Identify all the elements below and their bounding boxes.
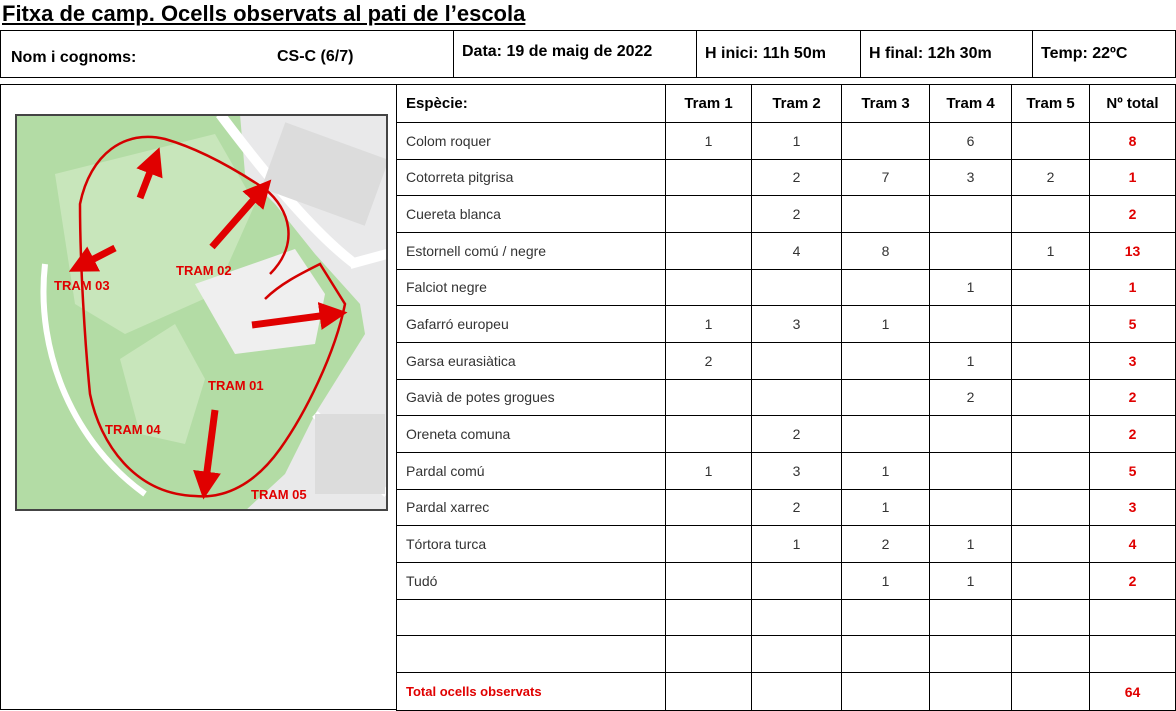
total-count-cell: 4 xyxy=(1090,526,1176,563)
tram-5-count-cell[interactable] xyxy=(1012,452,1090,489)
species-cell[interactable]: Cuereta blanca xyxy=(397,196,666,233)
grand-total-empty-cell xyxy=(930,673,1012,711)
tram-5-count-cell[interactable] xyxy=(1012,489,1090,526)
tram-3-count-cell[interactable]: 1 xyxy=(842,489,930,526)
grand-total-empty-cell xyxy=(1012,673,1090,711)
col-header-tram-1: Tram 1 xyxy=(666,85,752,123)
tram-1-count-cell[interactable] xyxy=(666,526,752,563)
tram-1-count-cell[interactable] xyxy=(666,232,752,269)
table-header-row xyxy=(397,85,1176,123)
tram-5-count-cell[interactable] xyxy=(1012,379,1090,416)
species-cell[interactable] xyxy=(397,599,666,636)
table-row xyxy=(397,269,1176,306)
tram-3-count-cell[interactable] xyxy=(842,269,930,306)
tram-5-count-cell[interactable] xyxy=(1012,636,1090,673)
table-row xyxy=(397,526,1176,563)
tram-2-count-cell[interactable] xyxy=(752,562,842,599)
tram-1-count-cell[interactable] xyxy=(666,599,752,636)
table-row xyxy=(397,159,1176,196)
tram-2-count-cell[interactable] xyxy=(752,342,842,379)
name-label: Nom i cognoms: xyxy=(11,49,137,66)
tram-3-count-cell[interactable]: 2 xyxy=(842,526,930,563)
table-row xyxy=(397,562,1176,599)
tram-5-count-cell[interactable] xyxy=(1012,123,1090,160)
tram-2-count-cell[interactable]: 2 xyxy=(752,196,842,233)
tram-4-count-cell[interactable] xyxy=(930,452,1012,489)
total-count-cell: 2 xyxy=(1090,379,1176,416)
total-count-cell: 2 xyxy=(1090,196,1176,233)
name-value: CS-C (6/7) xyxy=(277,48,354,65)
species-cell[interactable]: Tudó xyxy=(397,562,666,599)
tram-2-count-cell[interactable]: 1 xyxy=(752,526,842,563)
tram-label-04: TRAM 04 xyxy=(105,422,161,437)
total-count-cell: 2 xyxy=(1090,562,1176,599)
tram-label-02: TRAM 02 xyxy=(176,263,232,278)
grand-total-label: Total ocells observats xyxy=(397,673,666,711)
tram-4-count-cell[interactable] xyxy=(930,636,1012,673)
tram-2-count-cell[interactable]: 4 xyxy=(752,232,842,269)
total-count-cell xyxy=(1090,599,1176,636)
table-row xyxy=(397,379,1176,416)
date-field[interactable]: Data: 19 de maig de 2022 xyxy=(454,31,697,78)
total-count-cell: 5 xyxy=(1090,452,1176,489)
tram-2-count-cell[interactable] xyxy=(752,599,842,636)
species-cell[interactable]: Pardal comú xyxy=(397,452,666,489)
total-count-cell: 5 xyxy=(1090,306,1176,343)
tram-4-count-cell[interactable] xyxy=(930,232,1012,269)
table-row xyxy=(397,452,1176,489)
tram-5-count-cell[interactable] xyxy=(1012,562,1090,599)
table-row xyxy=(397,232,1176,269)
tram-2-count-cell[interactable]: 1 xyxy=(752,123,842,160)
tram-5-count-cell[interactable] xyxy=(1012,342,1090,379)
grand-total-empty-cell xyxy=(752,673,842,711)
table-row xyxy=(397,342,1176,379)
table-row xyxy=(397,489,1176,526)
tram-3-count-cell[interactable]: 8 xyxy=(842,232,930,269)
tram-5-count-cell[interactable] xyxy=(1012,306,1090,343)
tram-3-count-cell[interactable]: 7 xyxy=(842,159,930,196)
col-header-tram-2: Tram 2 xyxy=(752,85,842,123)
species-cell[interactable]: Tórtora turca xyxy=(397,526,666,563)
observations-table xyxy=(396,84,1176,711)
species-cell[interactable]: Falciot negre xyxy=(397,269,666,306)
tram-1-count-cell[interactable] xyxy=(666,196,752,233)
table-row xyxy=(397,599,1176,636)
tram-3-count-cell[interactable]: 1 xyxy=(842,562,930,599)
tram-4-count-cell[interactable]: 1 xyxy=(930,562,1012,599)
end-time-field[interactable]: H final: 12h 30m xyxy=(861,31,1033,78)
tram-4-count-cell[interactable] xyxy=(930,306,1012,343)
total-count-cell: 8 xyxy=(1090,123,1176,160)
tram-3-count-cell[interactable] xyxy=(842,342,930,379)
table-row xyxy=(397,636,1176,673)
tram-1-count-cell[interactable]: 1 xyxy=(666,123,752,160)
table-row xyxy=(397,196,1176,233)
total-count-cell xyxy=(1090,636,1176,673)
tram-5-count-cell[interactable]: 2 xyxy=(1012,159,1090,196)
tram-2-count-cell[interactable]: 2 xyxy=(752,489,842,526)
tram-1-count-cell[interactable] xyxy=(666,636,752,673)
grand-total-empty-cell xyxy=(666,673,752,711)
tram-1-count-cell[interactable] xyxy=(666,379,752,416)
grand-total-row xyxy=(397,673,1176,711)
tram-2-count-cell[interactable] xyxy=(752,636,842,673)
tram-4-count-cell[interactable] xyxy=(930,196,1012,233)
col-header-total: Nº total xyxy=(1090,85,1176,123)
tram-3-count-cell[interactable] xyxy=(842,416,930,453)
tram-1-count-cell[interactable] xyxy=(666,562,752,599)
table-row xyxy=(397,123,1176,160)
species-cell[interactable]: Oreneta comuna xyxy=(397,416,666,453)
route-map xyxy=(15,114,388,511)
total-count-cell: 1 xyxy=(1090,159,1176,196)
col-header-tram-5: Tram 5 xyxy=(1012,85,1090,123)
tram-4-count-cell[interactable] xyxy=(930,416,1012,453)
tram-1-count-cell[interactable] xyxy=(666,159,752,196)
col-header-species: Espècie: xyxy=(397,85,666,123)
species-cell[interactable]: Cotorreta pitgrisa xyxy=(397,159,666,196)
species-cell[interactable]: Estornell comú / negre xyxy=(397,232,666,269)
tram-2-count-cell[interactable]: 2 xyxy=(752,159,842,196)
tram-5-count-cell[interactable] xyxy=(1012,269,1090,306)
species-cell[interactable]: Colom roquer xyxy=(397,123,666,160)
tram-2-count-cell[interactable] xyxy=(752,269,842,306)
tram-2-count-cell[interactable] xyxy=(752,379,842,416)
species-cell[interactable]: Garsa eurasiàtica xyxy=(397,342,666,379)
col-header-tram-4: Tram 4 xyxy=(930,85,1012,123)
species-cell[interactable] xyxy=(397,636,666,673)
tram-2-count-cell[interactable]: 3 xyxy=(752,306,842,343)
tram-1-count-cell[interactable]: 1 xyxy=(666,306,752,343)
tram-5-count-cell[interactable] xyxy=(1012,416,1090,453)
tram-5-count-cell[interactable] xyxy=(1012,599,1090,636)
tram-label-01: TRAM 01 xyxy=(208,378,264,393)
tram-1-count-cell[interactable]: 2 xyxy=(666,342,752,379)
tram-3-count-cell[interactable] xyxy=(842,599,930,636)
tram-2-count-cell[interactable]: 3 xyxy=(752,452,842,489)
total-count-cell: 3 xyxy=(1090,342,1176,379)
total-count-cell: 3 xyxy=(1090,489,1176,526)
tram-1-count-cell[interactable]: 1 xyxy=(666,452,752,489)
tram-4-count-cell[interactable]: 6 xyxy=(930,123,1012,160)
name-field[interactable] xyxy=(1,31,454,78)
table-row xyxy=(397,306,1176,343)
grand-total-empty-cell xyxy=(842,673,930,711)
tram-1-count-cell[interactable] xyxy=(666,489,752,526)
total-count-cell: 1 xyxy=(1090,269,1176,306)
city-block-2 xyxy=(315,414,385,494)
tram-5-count-cell[interactable] xyxy=(1012,526,1090,563)
tram-label-05: TRAM 05 xyxy=(251,487,307,502)
tram-3-count-cell[interactable] xyxy=(842,636,930,673)
col-header-tram-3: Tram 3 xyxy=(842,85,930,123)
tram-4-count-cell[interactable] xyxy=(930,489,1012,526)
tram-3-count-cell[interactable]: 1 xyxy=(842,452,930,489)
tram-5-count-cell[interactable] xyxy=(1012,196,1090,233)
species-cell[interactable]: Gavià de potes grogues xyxy=(397,379,666,416)
tram-3-count-cell[interactable] xyxy=(842,196,930,233)
tram-4-count-cell[interactable]: 2 xyxy=(930,379,1012,416)
tram-4-count-cell[interactable]: 1 xyxy=(930,342,1012,379)
total-count-cell: 2 xyxy=(1090,416,1176,453)
header-table xyxy=(0,30,1176,78)
tram-4-count-cell[interactable]: 3 xyxy=(930,159,1012,196)
temperature-field[interactable]: Temp: 22ºC xyxy=(1033,31,1176,78)
species-cell[interactable]: Gafarró europeu xyxy=(397,306,666,343)
tram-1-count-cell[interactable] xyxy=(666,269,752,306)
page-title: Fitxa de camp. Ocells observats al pati de l’escola xyxy=(2,1,526,26)
species-cell[interactable]: Pardal xarrec xyxy=(397,489,666,526)
tram-1-count-cell[interactable] xyxy=(666,416,752,453)
tram-4-count-cell[interactable]: 1 xyxy=(930,269,1012,306)
table-row xyxy=(397,416,1176,453)
start-time-field[interactable]: H inici: 11h 50m xyxy=(697,31,861,78)
tram-3-count-cell[interactable] xyxy=(842,379,930,416)
tram-3-count-cell[interactable]: 1 xyxy=(842,306,930,343)
tram-4-count-cell[interactable]: 1 xyxy=(930,526,1012,563)
tram-5-count-cell[interactable]: 1 xyxy=(1012,232,1090,269)
total-count-cell: 13 xyxy=(1090,232,1176,269)
tram-label-03: TRAM 03 xyxy=(54,278,110,293)
grand-total-value: 64 xyxy=(1090,673,1176,711)
tram-4-count-cell[interactable] xyxy=(930,599,1012,636)
tram-2-count-cell[interactable]: 2 xyxy=(752,416,842,453)
tram-3-count-cell[interactable] xyxy=(842,123,930,160)
